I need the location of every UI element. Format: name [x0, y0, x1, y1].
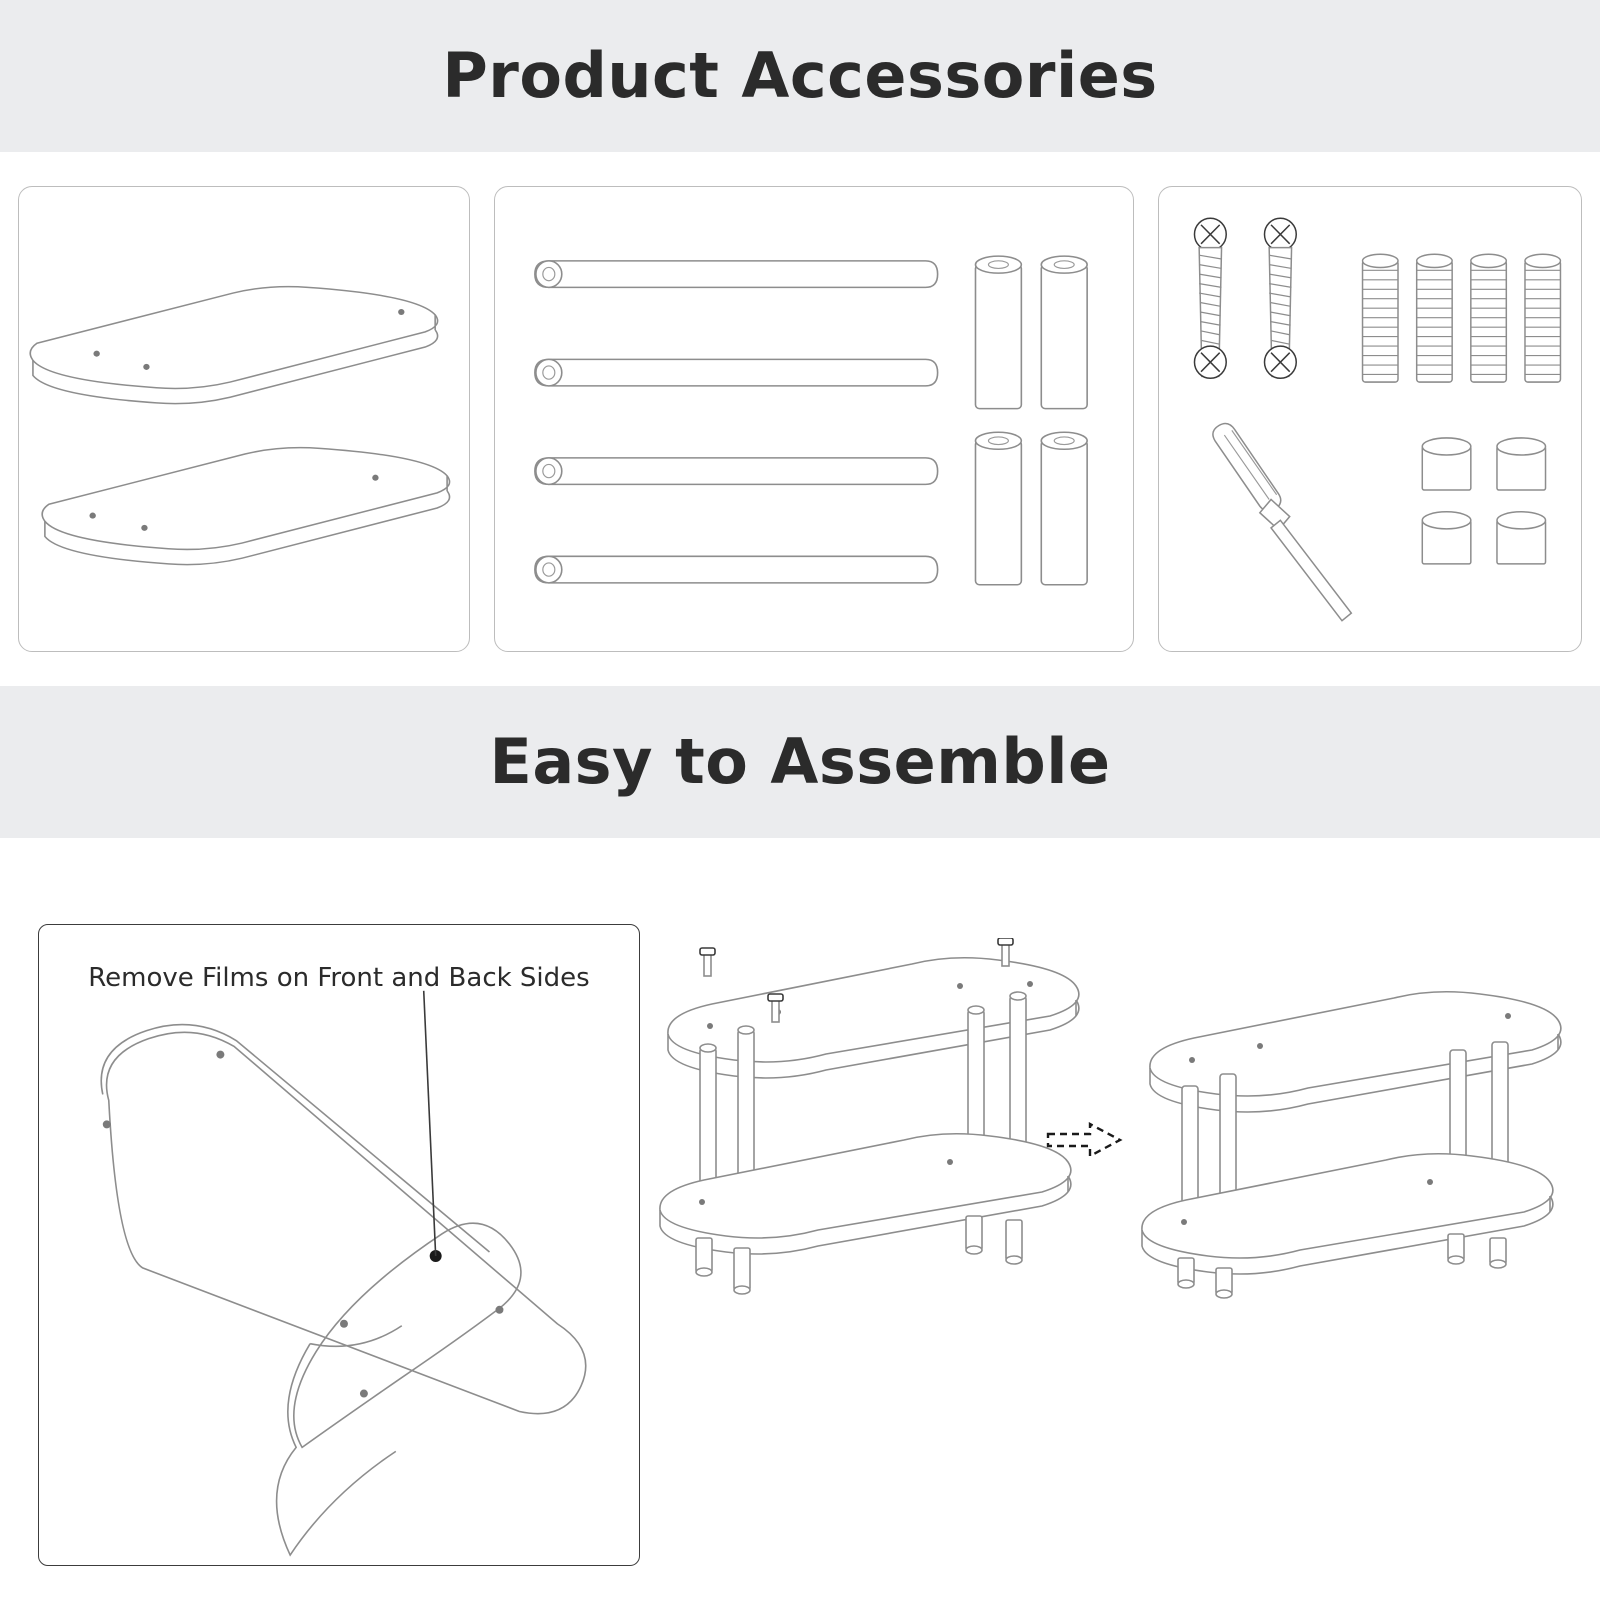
- arrow-right-icon: [1048, 1124, 1120, 1156]
- screw-icon: [1194, 218, 1296, 378]
- assembly-diagram: [650, 938, 1580, 1558]
- assemble-area: [0, 838, 1600, 1598]
- remove-film-panel: [38, 924, 640, 1566]
- oval-board-icon: [19, 187, 469, 651]
- page-title: Product Accessories: [442, 39, 1158, 112]
- rubber-foot-icon: [1422, 438, 1545, 564]
- film-note-label: Remove Films on Front and Back Sides: [88, 963, 590, 993]
- legs-panel: [494, 186, 1134, 652]
- screwdriver-icon: [1213, 423, 1351, 620]
- easy-to-assemble-banner: [0, 686, 1600, 838]
- boards-panel: [18, 186, 470, 652]
- product-accessories-banner: [0, 0, 1600, 152]
- short-tube-leg-icon: [975, 256, 1087, 585]
- finished-table-icon: [1142, 992, 1561, 1298]
- section-title: Easy to Assemble: [489, 725, 1111, 798]
- long-tube-leg-icon: [535, 261, 938, 583]
- washer-stack-icon: [1363, 254, 1561, 382]
- accessories-row: [0, 152, 1600, 652]
- exploded-assembly-icon: [660, 938, 1079, 1294]
- peel-film-icon: [39, 925, 639, 1565]
- hardware-panel: [1158, 186, 1582, 652]
